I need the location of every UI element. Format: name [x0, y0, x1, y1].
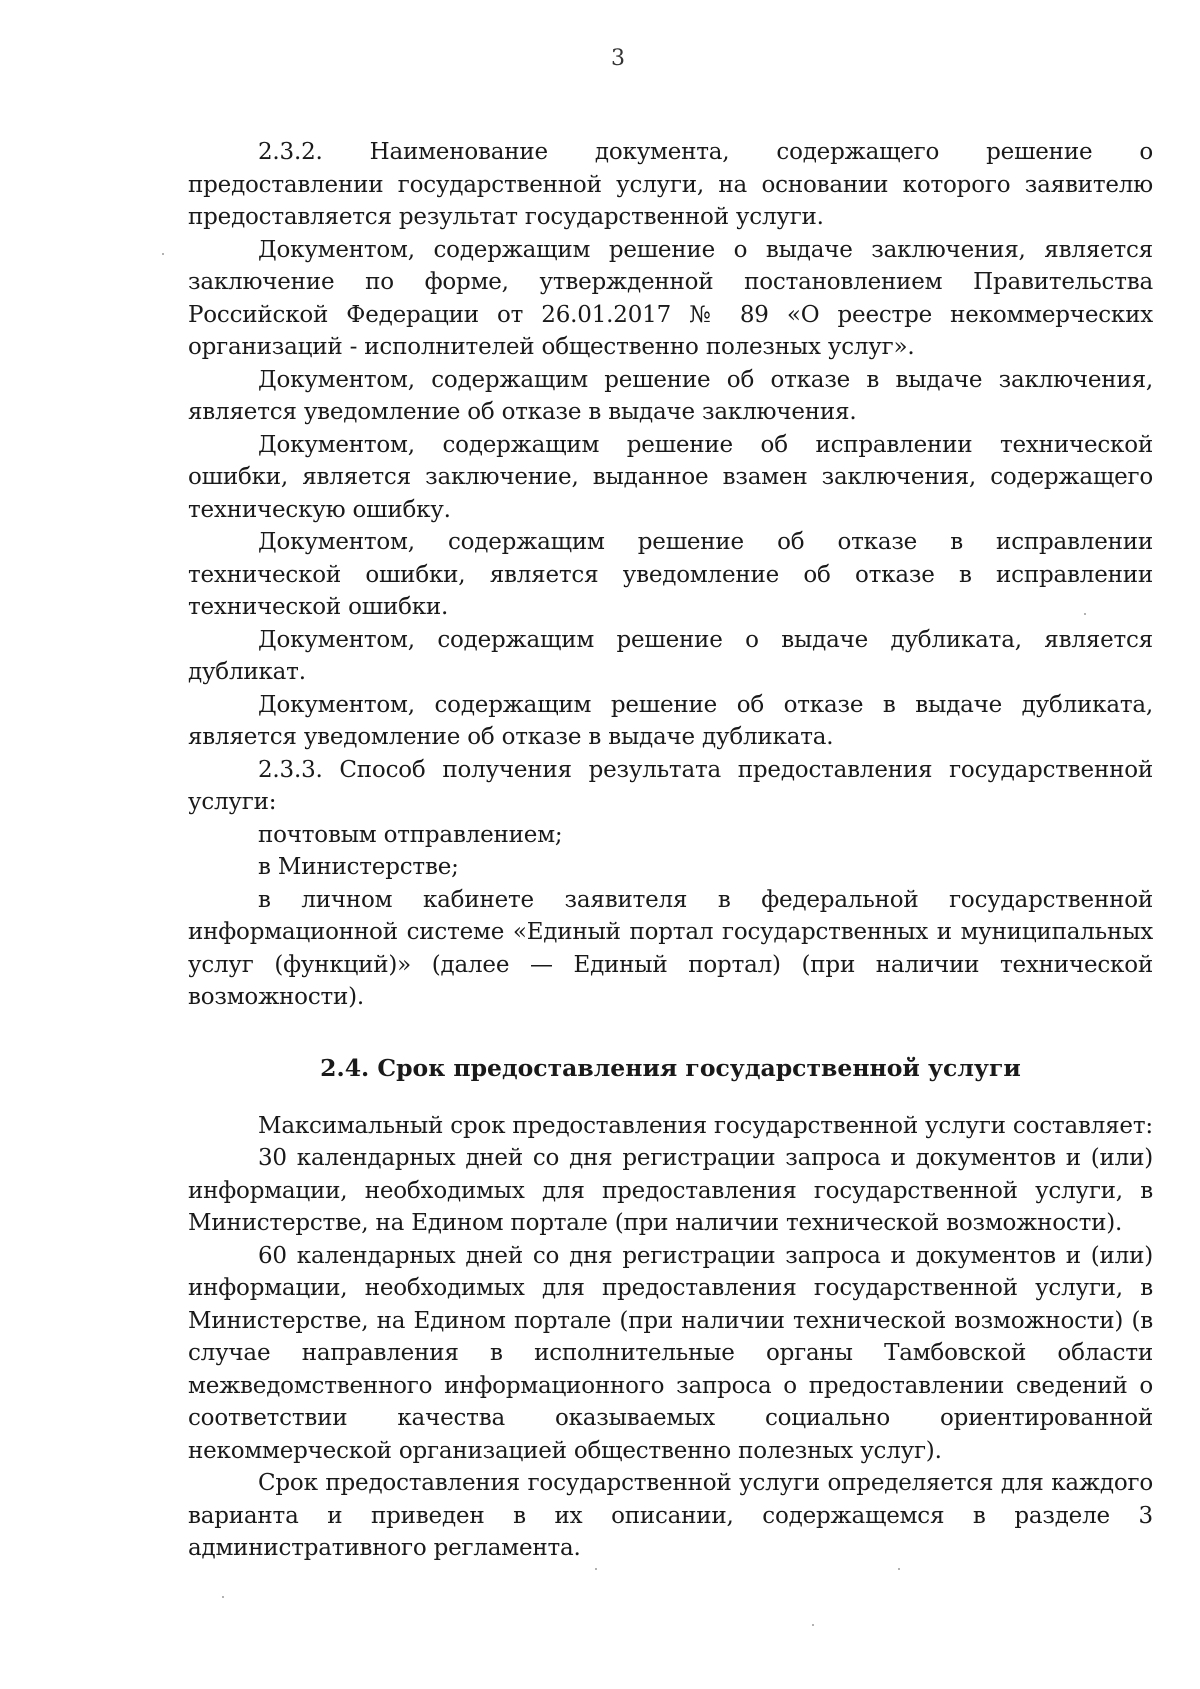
scan-speck	[162, 253, 164, 255]
scan-speck	[898, 1568, 900, 1570]
section-heading-2-4: 2.4. Срок предоставления государственной услуги	[320, 1053, 1021, 1082]
paragraph-2-3-3: 2.3.3. Способ получения результата предоставления государственной услуги:	[188, 756, 1153, 815]
paragraph-max-term: Максимальный срок предоставления государственной услуги составляет:	[258, 1112, 1153, 1139]
paragraph-refusal-duplicate: Документом, содержащим решение об отказе в выдаче дубликата, является уведомление об отказе в выдаче дубликата.	[188, 691, 1153, 750]
scan-speck	[222, 1596, 224, 1598]
scan-speck	[1084, 613, 1086, 615]
paragraph-30-days: 30 календарных дней со дня регистрации запроса и документов и (или) информации, необходимых для предоставления государственной услуги, в Министерстве, на Едином портале (при наличии технической возможности).	[188, 1145, 1153, 1236]
document-body	[188, 136, 1153, 1565]
paragraph-error-correction: Документом, содержащим решение об исправлении технической ошибки, является заключение, выданное взамен заключения, содержащего техническую ошибку.	[188, 431, 1153, 523]
paragraph-refusal-error-correction: Документом, содержащим решение об отказе в исправлении технической ошибки, является уведомление об отказе в исправлении технической ошибки.	[188, 529, 1153, 620]
paragraph-60-days: 60 календарных дней со дня регистрации запроса и документов и (или) информации, необходимых для предоставления государственной услуги, в Министерстве, на Едином портале (при наличии технической возможности) (в случае направления в исполнительные органы Тамбовской области межведомственного информационного запроса о предоставлении сведений о соответствии качества оказываемых социально ориентированной некоммерческой организацией общественно полезных услуг).	[188, 1242, 1153, 1464]
paragraph-duplicate: Документом, содержащим решение о выдаче дубликата, является дубликат.	[188, 626, 1153, 685]
paragraph-2-3-2: 2.3.2. Наименование документа, содержащего решение о предоставлении государственной услуги, на основании которого заявителю предоставляется результат государственной услуги.	[188, 139, 1153, 230]
list-item-postal: почтовым отправлением;	[258, 821, 563, 848]
page-number: 3	[611, 46, 625, 71]
list-item-personal-account: в личном кабинете заявителя в федеральной государственной информационной системе «Единый портал государственных и муниципальных услуг (функций)» (далее — Единый портал) (при наличии технической возможности).	[188, 886, 1153, 1010]
paragraph-refusal-conclusion: Документом, содержащим решение об отказе в выдаче заключения, является уведомление об отказе в выдаче заключения.	[188, 366, 1153, 425]
paragraph-conclusion-document: Документом, содержащим решение о выдаче заключения, является заключение по форме, утвержденной постановлением Правительства Российской Федерации от 26.01.2017 № 89 «О реестре некоммерческих организаций - исполнителей общественно полезных услуг».	[188, 236, 1153, 360]
list-item-ministry: в Министерстве;	[258, 854, 459, 880]
scan-speck	[812, 1624, 814, 1626]
scan-speck	[595, 1568, 597, 1570]
paragraph-term-per-variant: Срок предоставления государственной услуги определяется для каждого варианта и приведен в их описании, содержащемся в разделе 3 административного регламента.	[188, 1470, 1153, 1561]
